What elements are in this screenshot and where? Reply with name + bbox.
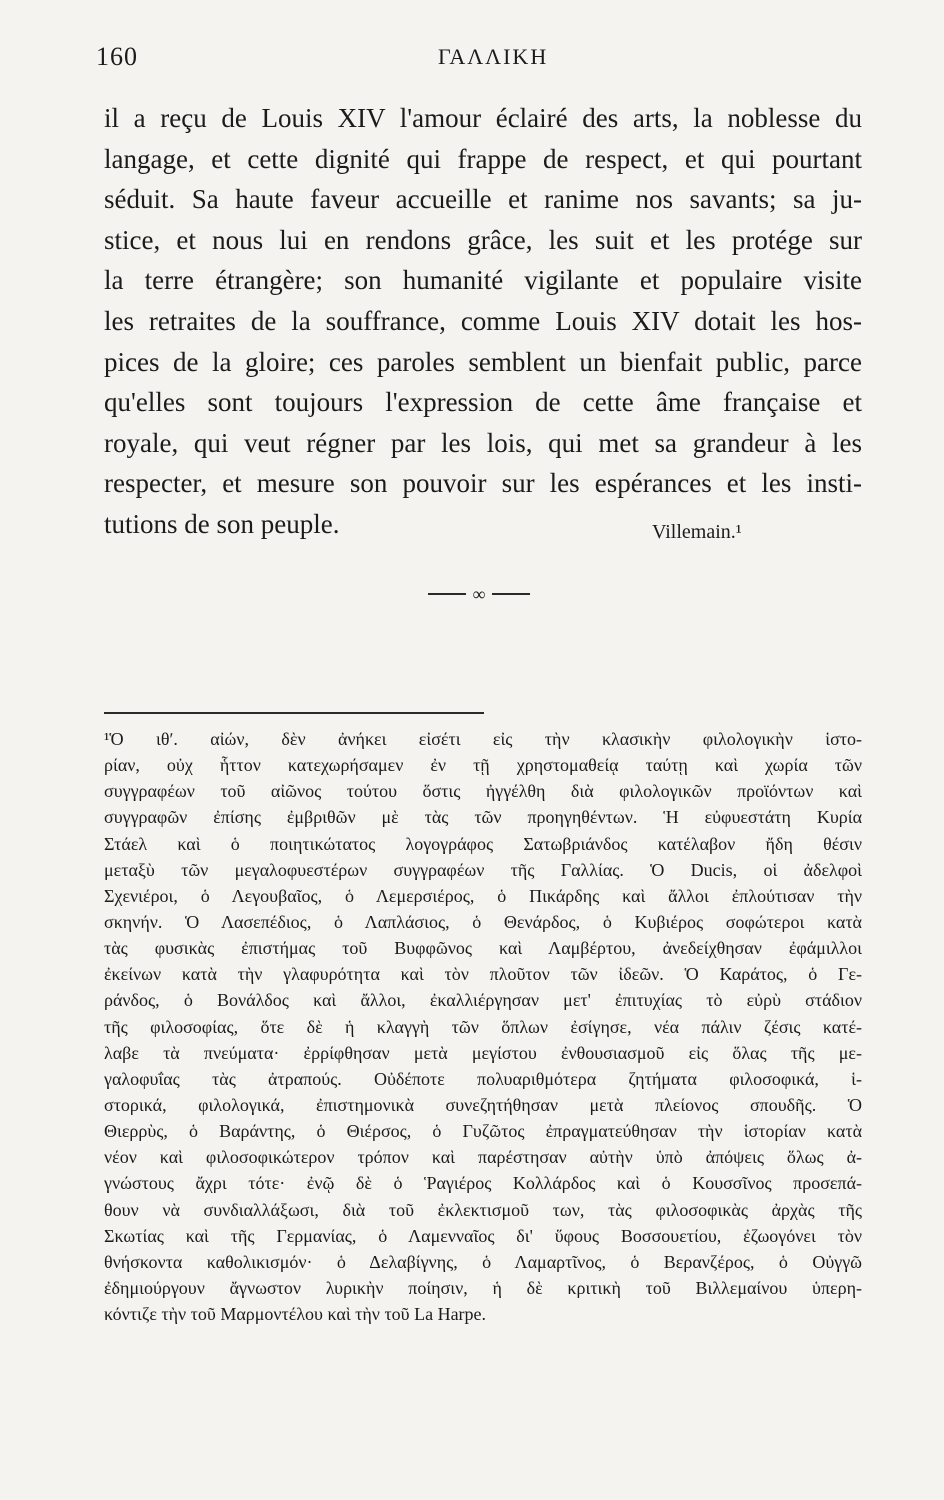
running-title: ΓΑΛΛΙΚΗ: [438, 44, 549, 69]
footnote-line: Στάελ καὶ ὁ ποιητικώτατος λογογράφος Σατωβριάνδος κατέλαβον ἤδη θέσιν: [104, 833, 862, 854]
footnote-line: τῆς φιλοσοφίας, ὅτε δὲ ἡ κλαγγὴ τῶν ὅπλων ἐσίγησε, νέα πάλιν ζέσις κατέ-: [104, 1016, 862, 1037]
footnote-line: γνώστους ἄχρι τότε· ἐνῷ δὲ ὁ Ῥαγιέρος Κολλάρδος καὶ ὁ Κουσσῖνος προσεπά-: [104, 1173, 862, 1194]
footnote-line: Θιερρὺς, ὁ Βαράντης, ὁ Θιέρσος, ὁ Γυζῶτος ἐπραγματεύθησαν τὴν ἱστορίαν κατὰ: [104, 1121, 862, 1142]
ornament-rule-right: [492, 593, 530, 595]
text-line: il a reçu de Louis XIV l'amour éclairé des arts, la noblesse du: [104, 103, 862, 133]
text-line: stice, et nous lui en rendons grâce, les suit et les protége sur: [104, 224, 862, 255]
footnote-line: Σκωτίας καὶ τῆς Γερμανίας, ὁ Λαμενναῖος δι' ὕφους Βοσσουετίου, ἐζωογόνει τὸν: [104, 1225, 862, 1246]
footnote-line: ράνδος, ὁ Βονάλδος καὶ ἄλλοι, ἐκαλλιέργησαν μετ' ἐπιτυχίας τὸ εὐρὺ στάδιον: [104, 990, 862, 1011]
fleuron-ornament-icon: [428, 582, 530, 606]
text-line: séduit. Sa haute faveur accueille et ranime nos savants; sa ju-: [104, 184, 862, 215]
footnote-line: μεταξὺ τῶν μεγαλοφυεστέρων συγγραφέων τῆς Γαλλίας. Ὁ Ducis, οἱ ἀδελφοὶ: [104, 859, 862, 880]
page-number: 160: [96, 42, 138, 71]
footnote-line: στορικά, φιλολογικά, ἐπιστημονικὰ συνεζητήθησαν μετὰ πλείονος σπουδῆς. Ὁ: [104, 1094, 862, 1115]
footnote-line: συγγραφῶν ἐπίσης ἐμβριθῶν μὲ τὰς τῶν προηγηθέντων. Ἡ εὐφυεστάτη Κυρία: [104, 807, 862, 828]
footnote-line: θνήσκοντα καθολικισμόν· ὁ Δελαβίγνης, ὁ Λαμαρτῖνος, ὁ Βερανζέρος, ὁ Οὐγγῶ: [104, 1251, 862, 1272]
footnote-line: Σχενιέροι, ὁ Λεγουβαῖος, ὁ Λεμερσιέρος, ὁ Πικάρδης καὶ ἄλλοι ἐπλούτισαν τὴν: [104, 885, 862, 906]
footnote-line: κόντιζε τὴν τοῦ Μαρμοντέλου καὶ τὴν τοῦ La Harpe.: [104, 1304, 487, 1325]
footnote-block: [104, 726, 862, 1327]
text-line: langage, et cette dignité qui frappe de respect, et qui pourtant: [104, 143, 862, 174]
main-text-block: [104, 98, 862, 545]
footnote-line: συγγραφέων τοῦ αἰῶνος τούτου ὅστις ἠγγέλθη διὰ φιλολογικῶν προϊόντων καὶ: [104, 781, 862, 802]
text-line: qu'elles sont toujours l'expression de cette âme française et: [104, 387, 862, 418]
text-line: tutions de son peuple.: [104, 508, 340, 539]
ornament-glyph: ∞: [472, 584, 486, 604]
footnote-divider: [104, 712, 484, 714]
footnote-line: ρίαν, οὐχ ἧττον κατεχωρήσαμεν ἐν τῇ χρηστομαθείᾳ ταύτῃ καὶ χωρία τῶν: [104, 755, 862, 776]
author-signature: Villemain.¹: [652, 521, 742, 543]
text-line: pices de la gloire; ces paroles semblent un bienfait public, parce: [104, 346, 862, 377]
footnote-line: σκηνήν. Ὁ Λασεπέδιος, ὁ Λαπλάσιος, ὁ Θενάρδος, ὁ Κυβιέρος σοφώτεροι κατὰ: [104, 911, 862, 932]
footnote-line: ἐδημιούργουν ἄγνωστον λυρικὴν ποίησιν, ἡ δὲ κριτικὴ τοῦ Βιλλεμαίνου ὑπερη-: [104, 1277, 862, 1298]
footnote-line: ἐκείνων κατὰ τὴν γλαφυρότητα καὶ τὸν πλοῦτον τῶν ἰδεῶν. Ὁ Καράτος, ὁ Γε-: [104, 964, 862, 985]
ornament-rule-left: [428, 593, 466, 595]
footnote-line: θουν νὰ συνδιαλλάξωσι, διὰ τοῦ ἐκλεκτισμοῦ των, τὰς φιλοσοφικὰς ἀρχὰς τῆς: [104, 1199, 862, 1220]
text-line: la terre étrangère; son humanité vigilante et populaire visite: [104, 265, 862, 296]
text-line: royale, qui veut régner par les lois, qui met sa grandeur à les: [104, 427, 862, 458]
footnote-line: λαβε τὰ πνεύματα· ἐρρίφθησαν μετὰ μεγίστου ἐνθουσιασμοῦ εἰς ὅλας τῆς με-: [104, 1042, 862, 1063]
footnote-line: γαλοφυΐας τὰς ἀτραπούς. Οὐδέποτε πολυαριθμότερα ζητήματα φιλοσοφικά, ἱ-: [104, 1068, 862, 1089]
text-line: les retraites de la souffrance, comme Louis XIV dotait les hos-: [104, 305, 862, 336]
footnote-line: ¹Ὁ ιθʹ. αἰών, δὲν ἀνήκει εἰσέτι εἰς τὴν κλασικὴν φιλολογικὴν ἱστο-: [104, 729, 862, 749]
footnote-line: νέον καὶ φιλοσοφικώτερον τρόπον καὶ παρέστησαν αὐτὴν ὑπὸ ἀπόψεις ὅλως ἀ-: [104, 1147, 862, 1168]
footnote-line: τὰς φυσικὰς ἐπιστήμας τοῦ Βυφφῶνος καὶ Λαμβέρτου, ἀνεδείχθησαν ἐφάμιλλοι: [104, 938, 862, 959]
text-line: respecter, et mesure son pouvoir sur les espérances et les insti-: [104, 468, 862, 499]
